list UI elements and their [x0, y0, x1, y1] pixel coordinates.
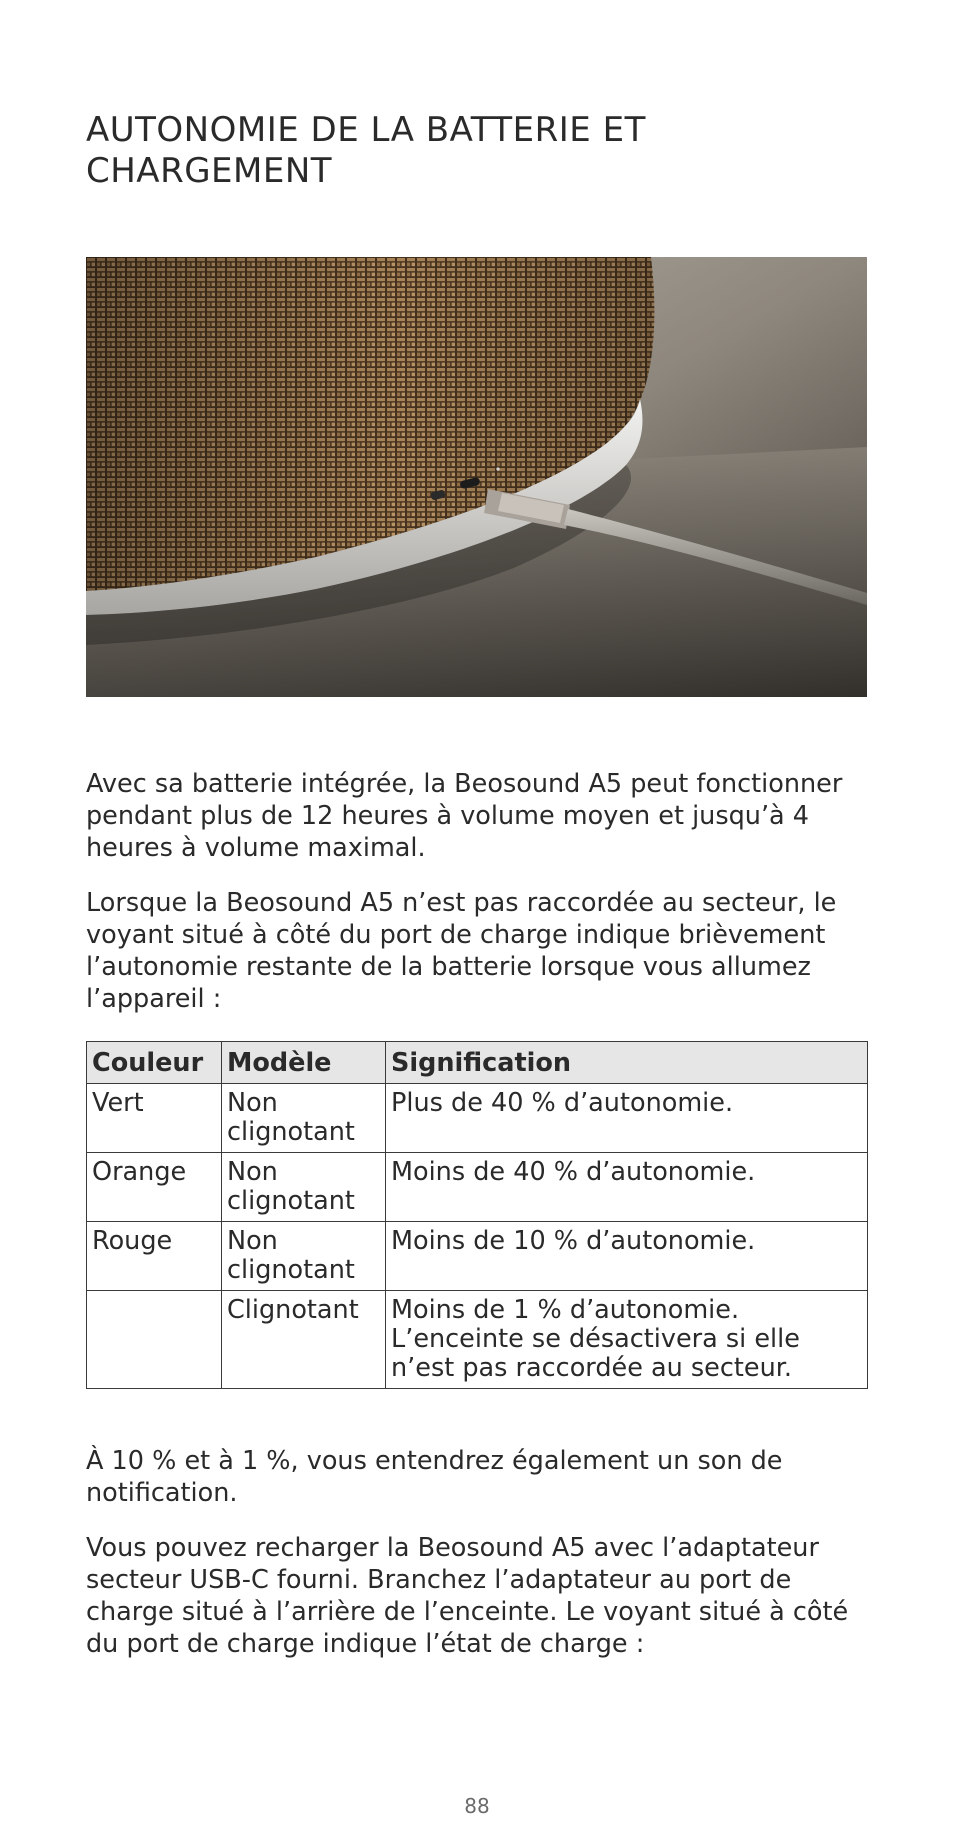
cell-pattern: Non clignotant [222, 1222, 386, 1291]
cell-meaning: Moins de 40 % d’autonomie. [386, 1153, 868, 1222]
cell-color: Orange [87, 1153, 222, 1222]
table-header-row [87, 1042, 868, 1084]
page-title: AUTONOMIE DE LA BATTERIE ET CHARGEMENT [86, 110, 646, 191]
speaker-charging-photo [86, 257, 867, 697]
paragraph-indicator-intro: Lorsque la Beosound A5 n’est pas raccordée au secteur, le voyant situé à côté du port de charge indique brièvement l’autonomie restante de la batterie lorsque vous allumez l’appareil : [86, 888, 837, 1014]
cell-meaning: Moins de 10 % d’autonomie. [386, 1222, 868, 1291]
cell-meaning: Plus de 40 % d’autonomie. [386, 1084, 868, 1153]
table-row [87, 1222, 868, 1291]
cell-pattern: Non clignotant [222, 1084, 386, 1153]
header-pattern: Modèle [222, 1042, 386, 1084]
cell-pattern: Non clignotant [222, 1153, 386, 1222]
cell-pattern: Clignotant [222, 1291, 386, 1389]
cell-color: Vert [87, 1084, 222, 1153]
paragraph-notification-sound: À 10 % et à 1 %, vous entendrez également un son de notification. [86, 1446, 783, 1508]
header-color: Couleur [87, 1042, 222, 1084]
table-row [87, 1291, 868, 1389]
table-row [87, 1153, 868, 1222]
header-meaning: Signification [386, 1042, 868, 1084]
cell-meaning: Moins de 1 % d’autonomie. L’enceinte se désactivera si elle n’est pas raccordée au secteur. [386, 1291, 868, 1389]
table-row [87, 1084, 868, 1153]
page-number: 88 [464, 1794, 490, 1818]
cell-color: Rouge [87, 1222, 222, 1291]
battery-indicator-table [86, 1041, 868, 1389]
paragraph-battery-life: Avec sa batterie intégrée, la Beosound A5 peut fonctionner pendant plus de 12 heures à volume moyen et jusqu’à 4 heures à volume maximal. [86, 769, 843, 863]
paragraph-charging: Vous pouvez recharger la Beosound A5 avec l’adaptateur secteur USB-C fourni. Branchez l’adaptateur au port de charge situé à l’arrière de l’enceinte. Le voyant situé à côté du port de charge indique l’état de charge : [86, 1533, 849, 1659]
cell-color [87, 1291, 222, 1389]
